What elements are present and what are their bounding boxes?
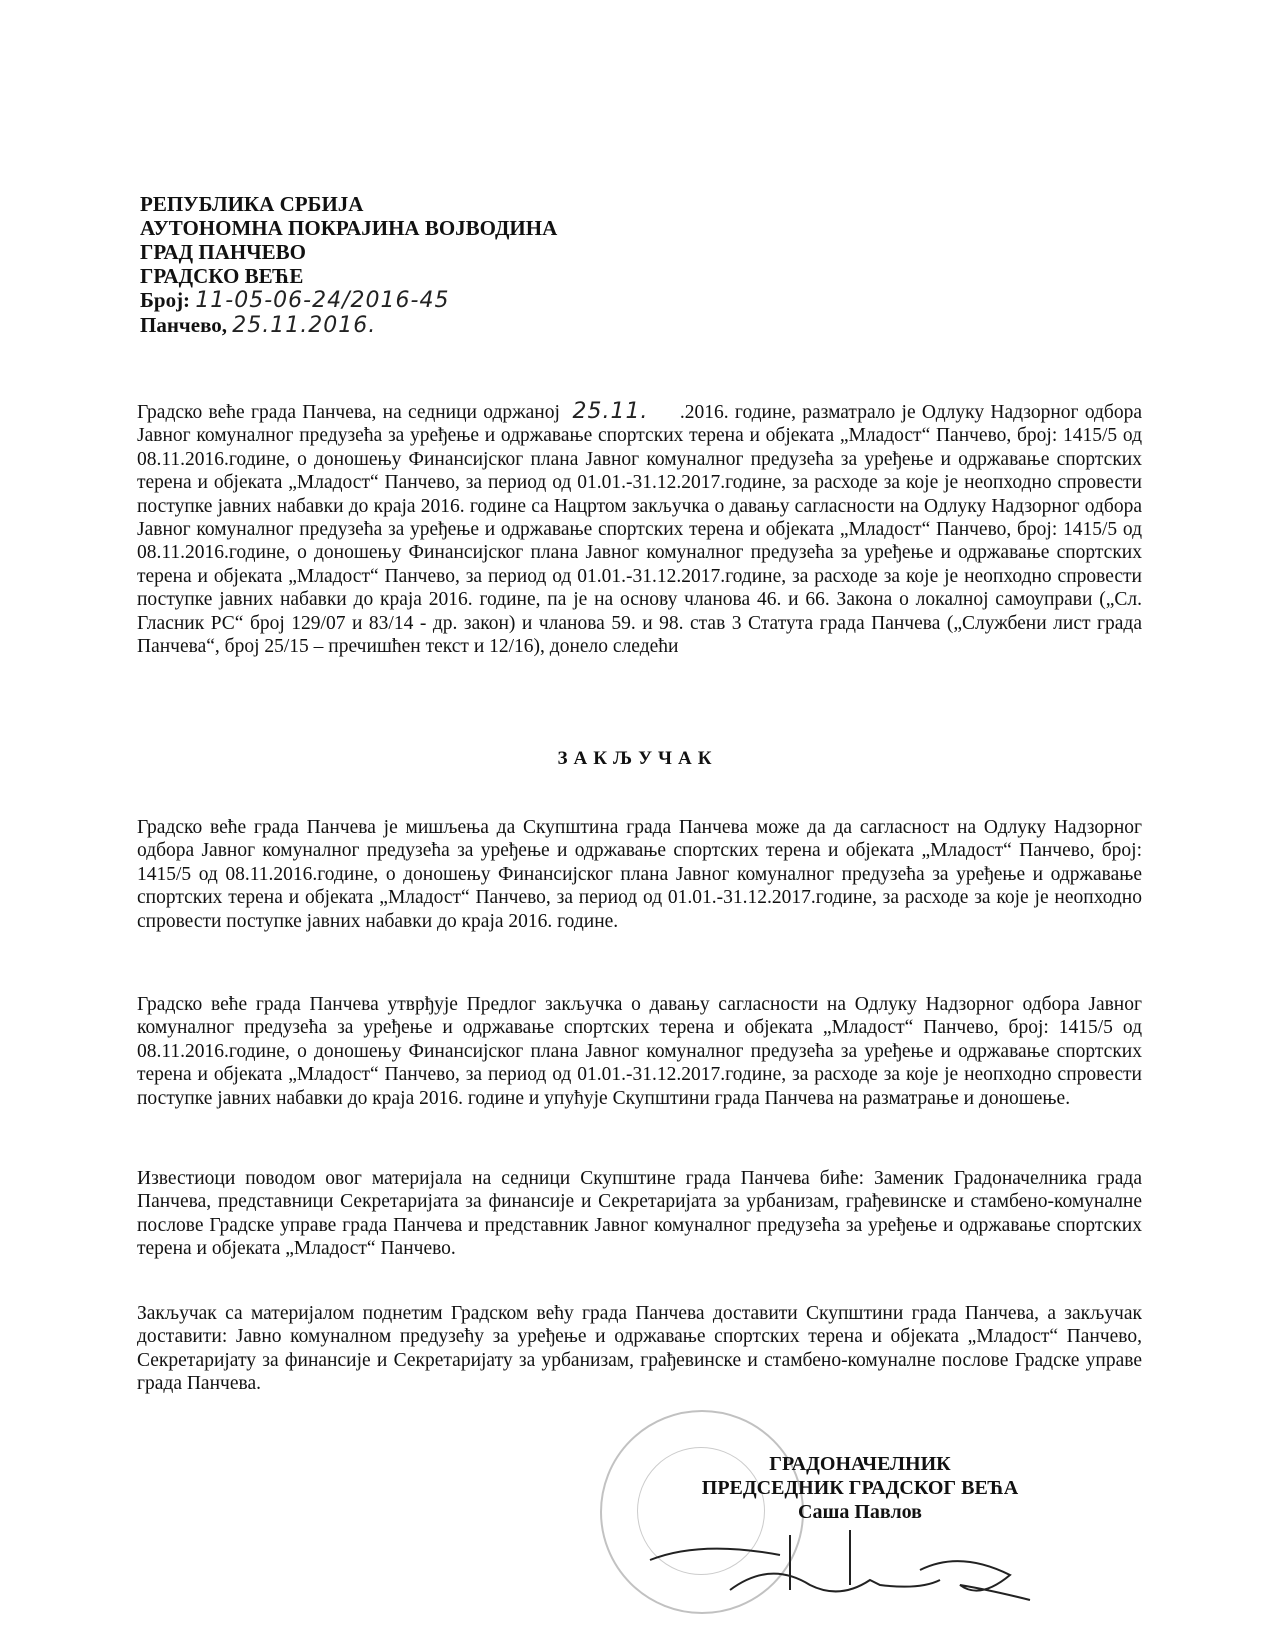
conclusion-title: ЗАКЉУЧАК [557,748,718,769]
paragraph-opinion: Градско веће града Панчева је мишљења да Скупштина града Панчева може да да сагласност на Одлуку Надзорног одбора Јавног комуналног предузећа за уређење и одржавање спортских терена и објеката „Младост“ Панчево, број: 1415/5 од 08.11.2016.године, о доношењу Финансијског плана Јавног комуналног предузећа за уређење и одржавање спортских терена и објеката „Младост“ Панчево, за период од 01.01.-31.12.2017.године, за расходе за које је неопходно спровести поступке јавних набавки до краја 2016. године. [137,817,1142,932]
signature-block [660,1452,1060,1524]
document-header [140,192,557,338]
place-date [140,313,557,338]
handwritten-date: 25.11.2016. [232,313,377,338]
paragraph-delivery: Закључак са материјалом поднетим Градском већу града Панчева доставити Скупштини града Панчева, а закључак доставити: Јавно комуналном предузећу за уређење и одржавање спортских терена и објеката „Младост“ Панчево, Секретаријату за финансије и Секретаријату за урбанизам, грађевинске и стамбено-комуналне послове Градске управе града Панчева. [137,1303,1142,1395]
header-line: ГРАД ПАНЧЕВО [140,240,306,264]
signatory-title: ГРАДОНАЧЕЛНИК [769,1453,951,1475]
reference-number [140,288,557,313]
handwritten-signature [640,1530,1060,1610]
paragraph-intro [137,400,1142,658]
intro-rest: .2016. године, разматрало је Одлуку Надзорног одбора Јавног комуналног предузећа за уређење и одржавање спортских терена и објеката „Младост“ Панчево, број: 1415/5 од 08.11.2016.године, о доношењу Финансијског плана Јавног комуналног предузећа за уређење и одржавање спортских терена и објеката „Младост“ Панчево, за период од 01.01.-31.12.2017.године, за расходе за које је неопходно спровести поступке јавних набавки до краја 2016. године са Нацртом закључка о давању сагласности на Одлуку Надзорног одбора Јавног комуналног предузећа за уређење и одржавање спортских терена и објеката „Младост“ Панчево, број: 1415/5 од 08.11.2016.године, о доношењу Финансијског плана Јавног комуналног предузећа за уређење и одржавање спортских терена и објеката „Младост“ Панчево, за период од 01.01.-31.12.2017.године, за расходе за које је неопходно спровести поступке јавних набавки до краја 2016. године, па је на основу чланова 46. и 66. Закона о локалној самоуправи („Сл. Гласник РС“ број 129/07 и 83/14 - др. закон) и чланова 59. и 98. став 3 Статута града Панчева („Службени лист града Панчева“, број 25/15 – пречишћен текст и 12/16), донело следећи [137,402,1142,658]
paragraph-proposal: Градско веће града Панчева утврђује Предлог закључка о давању сагласности на Одлуку Надзорног одбора Јавног комуналног предузећа за уређење и одржавање спортских терена и објеката „Младост“ Панчево, број: 1415/5 од 08.11.2016.године, о доношењу Финансијског плана Јавног комуналног предузећа за уређење и одржавање спортских терена и објеката „Младост“ Панчево, за период од 01.01.-31.12.2017.године, за расходе за које је неопходно спровести поступке јавних набавки до краја 2016. године и упућује Скупштини града Панчева на разматрање и доношење. [137,994,1142,1109]
signatory-role: ПРЕДСЕДНИК ГРАДСКОГ ВЕЋА [701,1477,1019,1499]
paragraph-reporters: Известиоци поводом овог материјала на седници Скупштине града Панчева биће: Заменик Градоначелника града Панчева, представници Секретаријата за финансије и Секретаријата за урбанизам, грађевинске и стамбено-комуналне послове Градске управе града Панчева и представник Јавног комуналног предузећа за уређење и одржавање спортских терена и објеката „Младост“ Панчево. [137,1168,1142,1260]
number-label: Број: [140,288,191,312]
place-label: Панчево, [140,313,228,337]
signatory-name: Саша Павлов [798,1501,922,1523]
intro-start: Градско веће града Панчева, на седници одржаној [137,402,560,423]
header-line: ГРАДСКО ВЕЋЕ [140,264,304,288]
header-line: РЕПУБЛИКА СРБИЈА [140,192,364,216]
handwritten-number: 11-05-06-24/2016-45 [195,288,450,313]
handwritten-session-date: 25.11. [572,399,649,424]
header-line: АУТОНОМНА ПОКРАЈИНА ВОЈВОДИНА [140,216,558,240]
